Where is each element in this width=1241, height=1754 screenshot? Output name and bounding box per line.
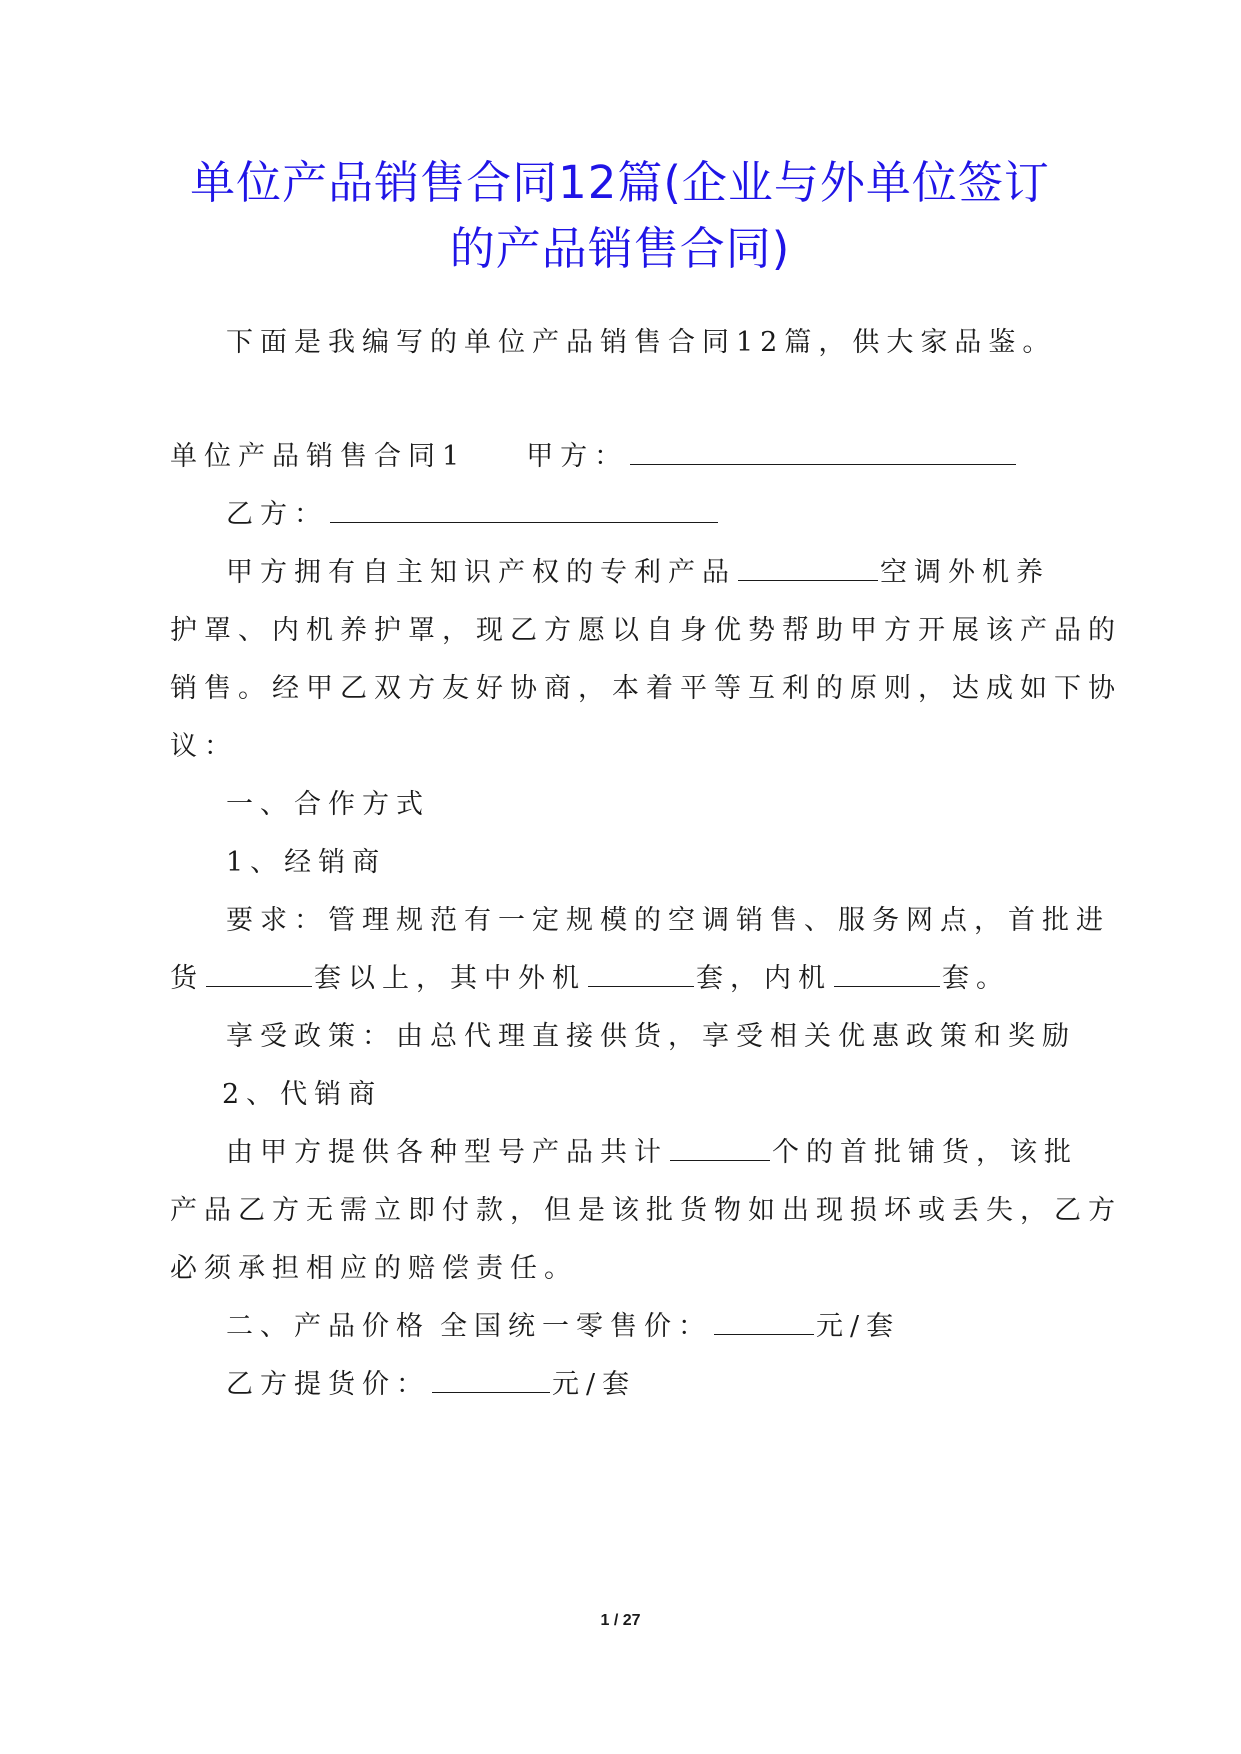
policy-text: 享受政策：由总代理直接供货，享受相关优惠政策和奖励 (226, 1021, 1076, 1052)
para2-text-a: 由甲方提供各种型号产品共计 (226, 1137, 668, 1168)
party-b-label: 乙方： (226, 499, 328, 530)
intro-text (226, 323, 1056, 363)
para1-text-a: 甲方拥有自主知识产权的专利产品 (226, 557, 736, 588)
contract-heading-row (170, 437, 1018, 477)
requirements-text-a: 要求：管理规范有一定规模的空调销售、服务网点，首批进 (226, 905, 1110, 936)
party-a-label: 甲方： (526, 441, 629, 472)
pickup-price-row (226, 1365, 636, 1405)
para1-line4 (170, 727, 238, 767)
section-1-heading (226, 785, 430, 825)
outdoor-unit-blank (588, 959, 694, 987)
retail-price-unit: 元/套 (816, 1311, 901, 1342)
party-a-blank (630, 437, 1016, 465)
requirements-text-b: 货 (170, 963, 204, 994)
requirements-text-e: 套。 (942, 963, 1010, 994)
indoor-unit-blank (834, 959, 940, 987)
product-name-blank (738, 553, 878, 581)
document-title (150, 150, 1090, 282)
para2-text-d: 必须承担相应的赔偿责任。 (170, 1253, 578, 1284)
section-1-text: 一、合作方式 (226, 789, 430, 820)
para2-line2 (170, 1191, 1122, 1231)
para1-text-d: 销售。经甲乙双方友好协商，本着平等互利的原则，达成如下协 (170, 673, 1122, 704)
para1-line2 (170, 611, 1122, 651)
pickup-price-label: 乙方提货价： (226, 1369, 430, 1400)
section-2-heading (226, 1307, 900, 1347)
subsection-1-2 (222, 1075, 382, 1115)
title-line-1: 单位产品销售合同12篇(企业与外单位签订 (190, 156, 1050, 209)
policy-line (226, 1017, 1076, 1057)
section-2-text: 二、产品价格 (226, 1311, 430, 1342)
para1-line3 (170, 669, 1122, 709)
intro-sentence: 下面是我编写的单位产品销售合同12篇，供大家品鉴。 (226, 327, 1057, 358)
para1-text-c: 护罩、内机养护罩，现乙方愿以自身优势帮助甲方开展该产品的 (170, 615, 1122, 646)
para1-text-e: 议： (170, 731, 238, 762)
subsection-1-1-text: 1、经销商 (226, 847, 387, 878)
page-number: 1 / 27 (600, 1612, 641, 1629)
subsection-1-2-text: 2、代销商 (222, 1079, 383, 1110)
subsection-1-1 (226, 843, 386, 883)
pickup-price-blank (432, 1365, 550, 1393)
contract-heading: 单位产品销售合同1 (170, 441, 467, 472)
requirements-text-c: 套以上，其中外机 (314, 963, 586, 994)
pickup-price-unit: 元/套 (552, 1369, 637, 1400)
initial-order-blank (206, 959, 312, 987)
para2-line3 (170, 1249, 578, 1289)
para2-line1 (226, 1133, 1078, 1173)
para2-text-c: 产品乙方无需立即付款，但是该批货物如出现损坏或丢失，乙方 (170, 1195, 1122, 1226)
requirements-text-d: 套，内机 (696, 963, 832, 994)
requirements-line1 (226, 901, 1110, 941)
retail-price-blank (714, 1307, 814, 1335)
title-line-2: 的产品销售合同) (449, 222, 791, 275)
consignment-qty-blank (670, 1133, 770, 1161)
retail-price-label: 全国统一零售价： (440, 1311, 712, 1342)
para1-text-b: 空调外机养 (880, 557, 1050, 588)
para2-text-b: 个的首批铺货，该批 (772, 1137, 1078, 1168)
para1-line1 (226, 553, 1050, 593)
party-b-row (226, 495, 720, 535)
party-b-blank (330, 495, 718, 523)
requirements-line2 (170, 959, 1010, 999)
